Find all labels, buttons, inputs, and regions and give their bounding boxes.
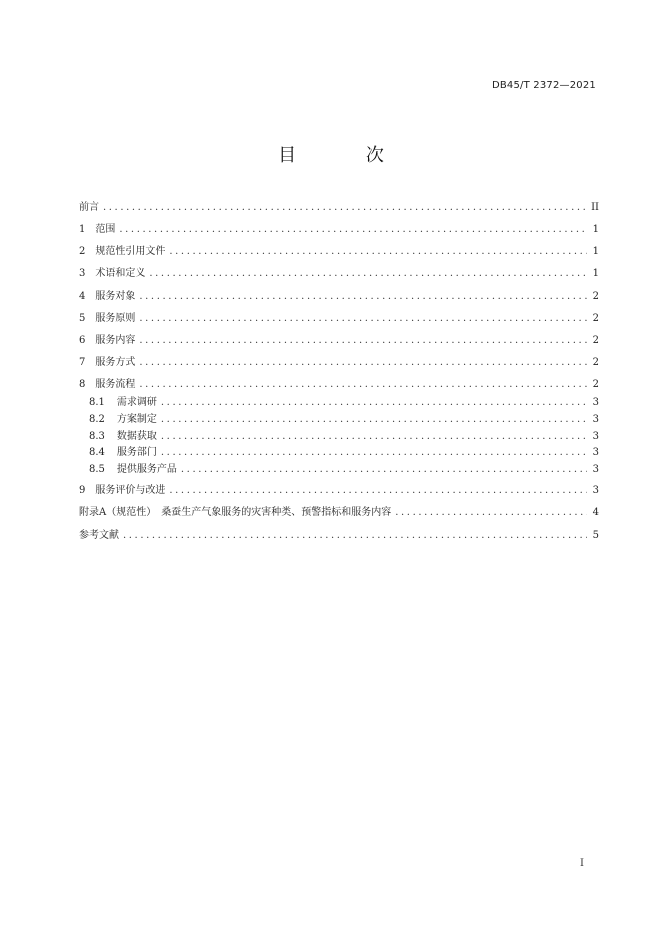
toc-entry[interactable]: [79, 377, 599, 393]
toc-subentry[interactable]: [89, 462, 599, 478]
toc-dot-leader: [139, 311, 587, 327]
toc-entry-title: 服务评价与改进: [95, 485, 166, 496]
toc-subentry[interactable]: [89, 445, 599, 461]
toc-entry[interactable]: [79, 311, 599, 327]
toc-entry-page: 4: [592, 507, 599, 518]
toc-entry-page: 3: [592, 431, 599, 442]
toc-entry-title: 范围: [95, 224, 116, 235]
toc-dot-leader: [139, 377, 587, 393]
toc-dot-leader: [395, 505, 587, 521]
toc-dot-leader: [139, 333, 587, 349]
toc-entry-number: 8.3: [89, 431, 105, 442]
toc-entry[interactable]: [79, 244, 599, 260]
toc-entry-number: 6: [79, 335, 86, 346]
toc-dot-leader: [123, 528, 587, 544]
toc-entry-page: 3: [592, 485, 599, 496]
toc-entry-title: 提供服务产品: [116, 464, 177, 475]
toc-entry[interactable]: [79, 266, 599, 282]
toc-dot-leader: [149, 266, 587, 282]
toc-entry-page: 3: [592, 447, 599, 458]
toc-entry-number: 5: [79, 313, 86, 324]
toc-entry[interactable]: [79, 483, 599, 499]
toc-entry-page: 1: [592, 224, 599, 235]
toc-dot-leader: [161, 429, 587, 445]
toc-entry-title: 服务对象: [95, 291, 136, 302]
toc-entry-number: 8.2: [89, 414, 105, 425]
toc-entry-page: 5: [592, 530, 599, 541]
toc-entry-number: 4: [79, 291, 86, 302]
toc-entry-title: 服务原则: [95, 313, 136, 324]
toc-dot-leader: [169, 244, 587, 260]
toc-entry-page: 2: [592, 313, 599, 324]
toc-entry-page: 1: [592, 268, 599, 279]
toc-subentry[interactable]: [89, 395, 599, 411]
toc-entry[interactable]: [79, 505, 599, 521]
toc-entry-page: 2: [592, 291, 599, 302]
toc-entry-page: 1: [592, 246, 599, 257]
page-number: I: [580, 858, 584, 869]
toc-entry-title: 服务流程: [95, 379, 136, 390]
toc-dot-leader: [161, 445, 587, 461]
toc-entry-number: 1: [79, 224, 86, 235]
toc-dot-leader: [103, 200, 587, 216]
toc-dot-leader: [139, 289, 587, 305]
toc-entry[interactable]: [79, 222, 599, 238]
toc-dot-leader: [139, 355, 587, 371]
toc-entry-title: 服务方式: [95, 357, 136, 368]
page-title: 目 次: [278, 145, 416, 166]
toc-entry-number: 9: [79, 485, 86, 496]
toc-entry-number: 3: [79, 268, 86, 279]
toc-entry-number: 2: [79, 246, 86, 257]
toc-entry[interactable]: [79, 355, 599, 371]
toc-entry-page: 2: [592, 335, 599, 346]
toc-dot-leader: [119, 222, 587, 238]
document-code: DB45/T 2372—2021: [491, 80, 596, 91]
toc-entry-title: 服务内容: [95, 335, 136, 346]
toc-entry-page: 3: [592, 414, 599, 425]
toc-entry-number: 8.4: [89, 447, 105, 458]
toc-entry-number: 8.5: [89, 464, 105, 475]
toc-entry-page: 2: [592, 379, 599, 390]
toc-entry-title: 术语和定义: [95, 268, 146, 279]
toc-subentry[interactable]: [89, 429, 599, 445]
toc-entry-number: 8: [79, 379, 86, 390]
toc-entry-page: 3: [592, 397, 599, 408]
toc-entry-number: 7: [79, 357, 86, 368]
toc-dot-leader: [161, 412, 587, 428]
toc-entry-page: 3: [592, 464, 599, 475]
toc-entry-page: II: [591, 202, 599, 213]
toc-entry-title: 规范性引用文件: [95, 246, 166, 257]
toc-entry-page: 2: [592, 357, 599, 368]
toc-entry-title: 附录A（规范性） 桑蚕生产气象服务的灾害种类、预警指标和服务内容: [79, 507, 392, 518]
toc-subentry[interactable]: [89, 412, 599, 428]
toc-entry[interactable]: [79, 528, 599, 544]
toc-dot-leader: [161, 395, 587, 411]
toc-dot-leader: [181, 462, 587, 478]
toc-entry-title: 需求调研: [116, 397, 157, 408]
toc-entry-title: 数据获取: [116, 431, 157, 442]
toc-entry[interactable]: [79, 333, 599, 349]
toc-entry-title: 参考文献: [79, 530, 119, 541]
toc-entry[interactable]: [79, 200, 599, 216]
toc-entry-title: 方案制定: [116, 414, 157, 425]
toc-entry[interactable]: [79, 289, 599, 305]
toc-entry-number: 8.1: [89, 397, 105, 408]
toc-entry-title: 服务部门: [116, 447, 157, 458]
toc-dot-leader: [169, 483, 587, 499]
toc-entry-title: 前言: [79, 202, 99, 213]
